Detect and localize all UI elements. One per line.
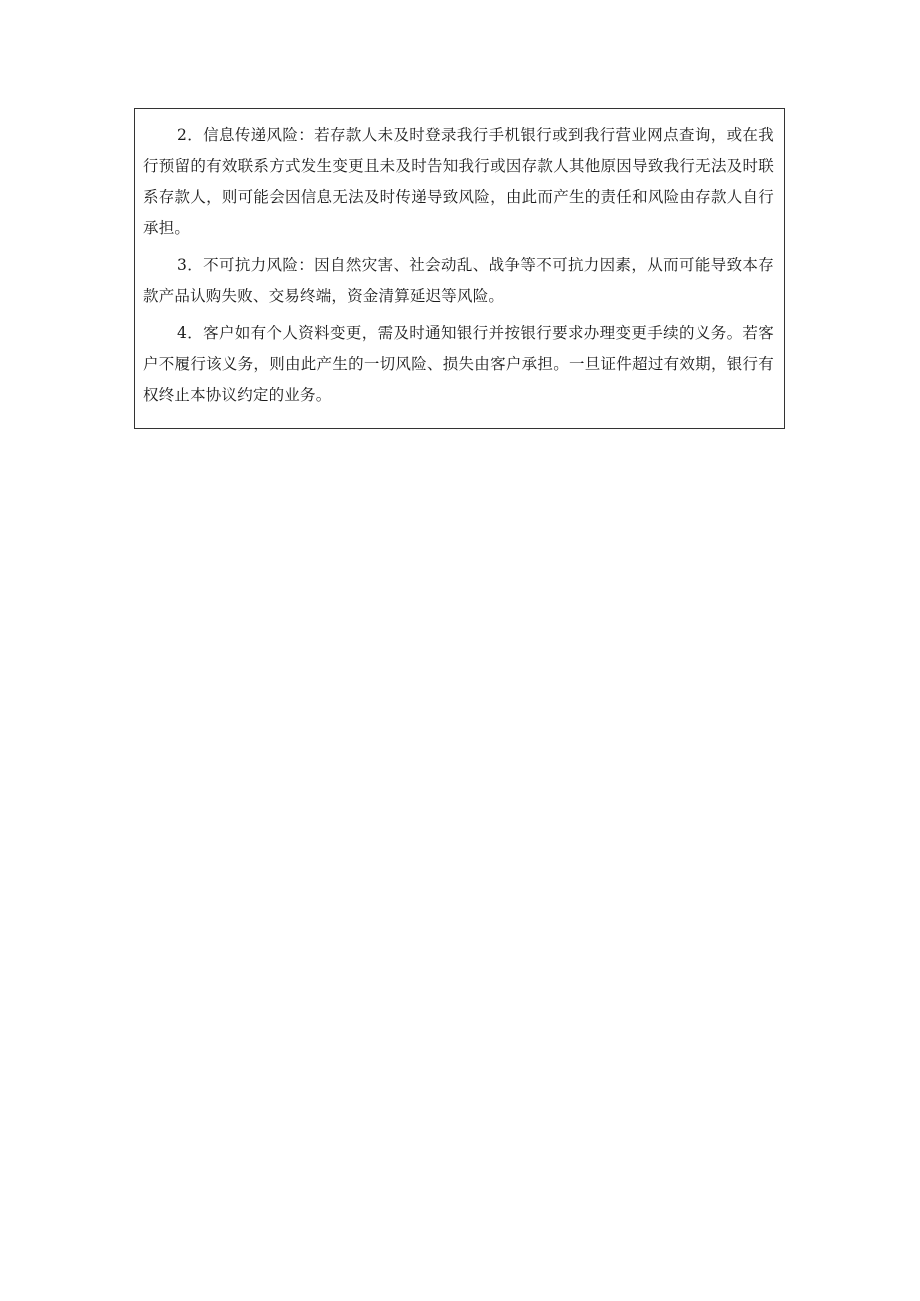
clause-force-majeure-risk: 3．不可抗力风险：因自然灾害、社会动乱、战争等不可抗力因素，从而可能导致本存款产品认购失败、交易终端，资金清算延迟等风险。 xyxy=(143,256,774,305)
clause-information-transfer-risk: 2．信息传递风险：若存款人未及时登录我行手机银行或到我行营业网点查询，或在我行预留的有效联系方式发生变更且未及时告知我行或因存款人其他原因导致我行无法及时联系存款人，则可能会因信息无法及时传递导致风险，由此而产生的责任和风险由存款人自行承担。 xyxy=(143,126,774,237)
risk-disclosure-box xyxy=(134,108,785,429)
clause-personal-info-change: 4．客户如有个人资料变更，需及时通知银行并按银行要求办理变更手续的义务。若客户不履行该义务，则由此产生的一切风险、损失由客户承担。一旦证件超过有效期，银行有权终止本协议约定的业务。 xyxy=(143,324,774,404)
